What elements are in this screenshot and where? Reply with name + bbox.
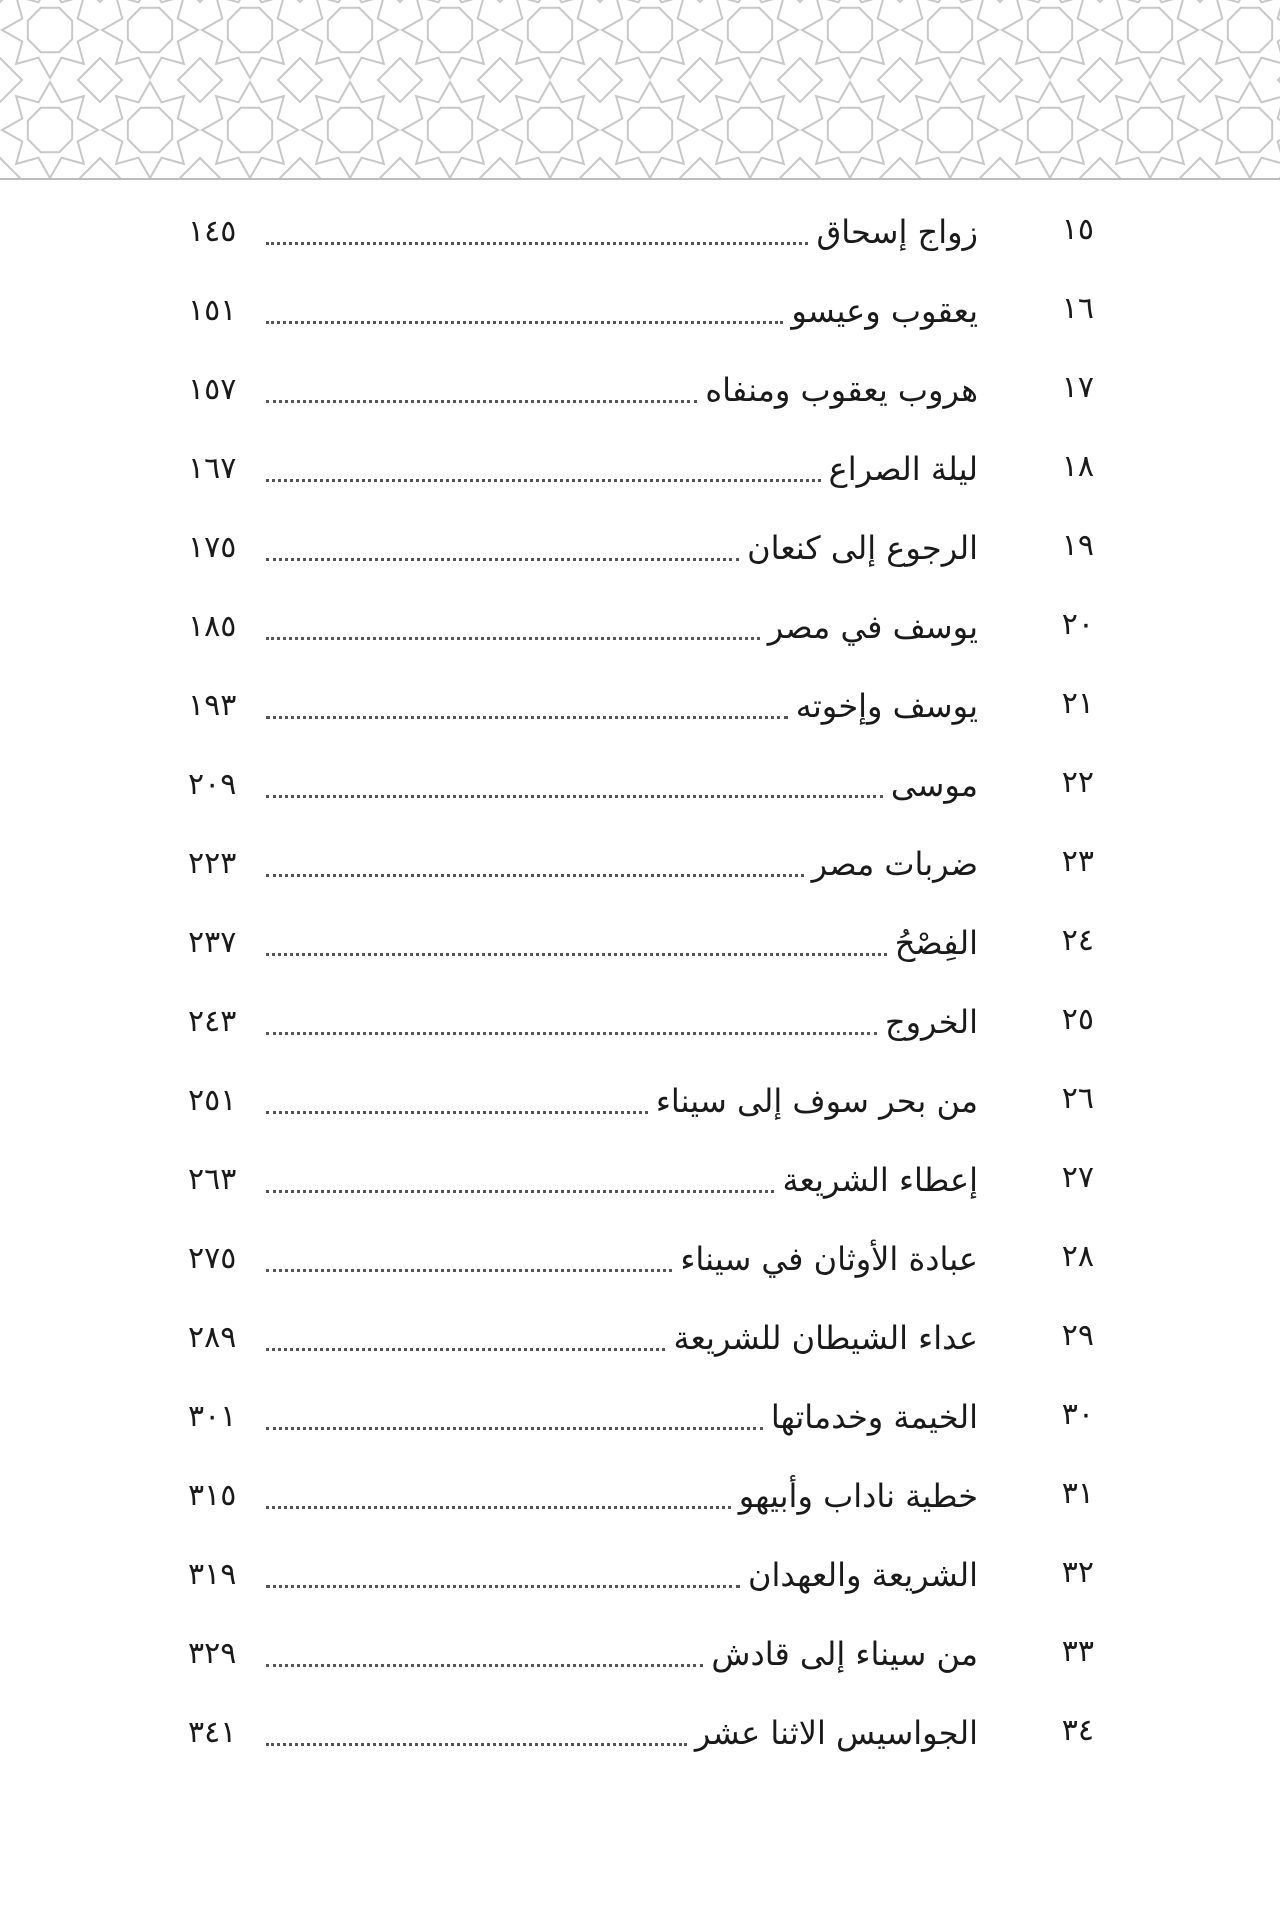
chapter-number: ٣٢ <box>1061 1555 1094 1590</box>
page-number: ٣١٥ <box>188 1478 237 1513</box>
chapter-number: ١٥ <box>1061 212 1094 247</box>
page-number: ٢٦٣ <box>188 1162 237 1197</box>
dot-leader <box>266 1585 740 1588</box>
page-number: ١٤٥ <box>188 214 237 249</box>
toc-entry[interactable] <box>0 1302 1280 1381</box>
toc-entry[interactable] <box>0 591 1280 670</box>
chapter-title: الرجوع إلى كنعان <box>747 529 978 567</box>
toc-entry[interactable] <box>0 1144 1280 1223</box>
chapter-title: ليلة الصراع <box>828 450 978 488</box>
toc-entry-line <box>188 601 978 649</box>
chapter-number: ٢٤ <box>1061 923 1094 958</box>
dot-leader <box>266 242 808 245</box>
chapter-number: ١٨ <box>1061 449 1094 484</box>
toc-entry[interactable] <box>0 1065 1280 1144</box>
chapter-title: من بحر سوف إلى سيناء <box>655 1082 978 1120</box>
page-number: ٢٠٩ <box>188 767 237 802</box>
chapter-title: هروب يعقوب ومنفاه <box>705 371 978 409</box>
dot-leader <box>266 1348 665 1351</box>
toc-entry-line <box>188 759 978 807</box>
page-number: ١٩٣ <box>188 688 237 723</box>
toc-entry-line <box>188 1470 978 1518</box>
page-number: ٢٥١ <box>188 1083 237 1118</box>
toc-entry-line <box>188 285 978 333</box>
page-number: ٢٣٧ <box>188 925 237 960</box>
header-divider <box>0 178 1280 180</box>
dot-leader <box>266 1190 774 1193</box>
toc-entry-line <box>188 1233 978 1281</box>
chapter-number: ١٩ <box>1061 528 1094 563</box>
dot-leader <box>266 1111 648 1114</box>
chapter-number: ١٧ <box>1061 370 1094 405</box>
toc-entry[interactable] <box>0 986 1280 1065</box>
toc-entry-line <box>188 838 978 886</box>
toc-entry-line <box>188 680 978 728</box>
toc-entry[interactable] <box>0 1381 1280 1460</box>
chapter-title: يوسف في مصر <box>767 608 978 646</box>
toc-entry-line <box>188 364 978 412</box>
dot-leader <box>266 479 821 482</box>
dot-leader <box>266 1743 687 1746</box>
toc-entry[interactable] <box>0 275 1280 354</box>
toc-entry[interactable] <box>0 1697 1280 1776</box>
toc-entry-line <box>188 1154 978 1202</box>
chapter-title: الشريعة والعهدان <box>748 1556 978 1594</box>
toc-entry-line <box>188 1391 978 1439</box>
dot-leader <box>266 1032 877 1035</box>
toc-entry-line <box>188 996 978 1044</box>
chapter-number: ٢٠ <box>1061 607 1094 642</box>
dot-leader <box>266 321 783 324</box>
dot-leader <box>266 716 788 719</box>
dot-leader <box>266 1664 703 1667</box>
chapter-number: ٢٢ <box>1061 765 1094 800</box>
page-number: ١٥٧ <box>188 372 237 407</box>
chapter-number: ١٦ <box>1061 291 1094 326</box>
page-number: ١٦٧ <box>188 451 237 486</box>
toc-entry-line <box>188 1549 978 1597</box>
dot-leader <box>266 558 739 561</box>
page-number: ٢٢٣ <box>188 846 237 881</box>
table-of-contents <box>0 196 1280 1776</box>
toc-entry-line <box>188 1075 978 1123</box>
dot-leader <box>266 1506 731 1509</box>
chapter-title: الخيمة وخدماتها <box>770 1398 978 1436</box>
dot-leader <box>266 953 887 956</box>
page-number: ٢٤٣ <box>188 1004 237 1039</box>
toc-entry[interactable] <box>0 1223 1280 1302</box>
chapter-title: الجواسيس الاثنا عشر <box>694 1714 978 1752</box>
chapter-number: ٣٠ <box>1061 1397 1094 1432</box>
toc-entry[interactable] <box>0 512 1280 591</box>
chapter-number: ٢٨ <box>1061 1239 1094 1274</box>
toc-entry-line <box>188 1628 978 1676</box>
page-number: ٣٤١ <box>188 1715 237 1750</box>
toc-entry-line <box>188 206 978 254</box>
geometric-header-pattern <box>0 0 1280 180</box>
chapter-title: يوسف وإخوته <box>795 687 978 725</box>
chapter-number: ٢٥ <box>1061 1002 1094 1037</box>
dot-leader <box>266 874 804 877</box>
page-number: ٣٠١ <box>188 1399 237 1434</box>
chapter-title: عبادة الأوثان في سيناء <box>680 1240 978 1278</box>
toc-entry[interactable] <box>0 1539 1280 1618</box>
chapter-number: ٣١ <box>1061 1476 1094 1511</box>
toc-entry[interactable] <box>0 670 1280 749</box>
chapter-title: موسى <box>890 766 978 804</box>
page-number: ١٥١ <box>188 293 237 328</box>
toc-entry[interactable] <box>0 433 1280 512</box>
chapter-number: ٢١ <box>1061 686 1094 721</box>
dot-leader <box>266 400 697 403</box>
dot-leader <box>266 637 760 640</box>
dot-leader <box>266 795 883 798</box>
page-number: ٢٧٥ <box>188 1241 237 1276</box>
toc-entry-line <box>188 522 978 570</box>
toc-entry[interactable] <box>0 907 1280 986</box>
chapter-title: خطية ناداب وأبيهو <box>738 1477 978 1515</box>
toc-entry[interactable] <box>0 749 1280 828</box>
toc-entry[interactable] <box>0 1460 1280 1539</box>
dot-leader <box>266 1269 672 1272</box>
toc-entry[interactable] <box>0 1618 1280 1697</box>
star-pattern-icon <box>0 0 1280 180</box>
toc-entry[interactable] <box>0 354 1280 433</box>
chapter-number: ٢٩ <box>1061 1318 1094 1353</box>
page-number: ٢٨٩ <box>188 1320 237 1355</box>
toc-entry-line <box>188 917 978 965</box>
chapter-title: زواج إسحاق <box>816 213 978 251</box>
toc-entry-line <box>188 1707 978 1755</box>
toc-entry-line <box>188 443 978 491</box>
chapter-number: ٣٣ <box>1061 1634 1094 1669</box>
chapter-number: ٣٤ <box>1061 1713 1094 1748</box>
chapter-title: عداء الشيطان للشريعة <box>673 1319 978 1357</box>
chapter-number: ٢٣ <box>1061 844 1094 879</box>
chapter-title: الفِصْحُ <box>894 924 978 962</box>
page-number: ١٧٥ <box>188 530 237 565</box>
chapter-title: إعطاء الشريعة <box>782 1161 978 1199</box>
toc-entry[interactable] <box>0 196 1280 275</box>
page-number: ١٨٥ <box>188 609 237 644</box>
page-number: ٣٢٩ <box>188 1636 237 1671</box>
dot-leader <box>266 1427 763 1430</box>
chapter-number: ٢٦ <box>1061 1081 1094 1116</box>
page-number: ٣١٩ <box>188 1557 237 1592</box>
chapter-title: من سيناء إلى قادش <box>711 1635 978 1673</box>
toc-entry[interactable] <box>0 828 1280 907</box>
chapter-title: يعقوب وعيسو <box>791 292 978 330</box>
toc-entry-line <box>188 1312 978 1360</box>
chapter-title: ضربات مصر <box>811 845 978 883</box>
chapter-title: الخروج <box>884 1003 978 1041</box>
chapter-number: ٢٧ <box>1061 1160 1094 1195</box>
